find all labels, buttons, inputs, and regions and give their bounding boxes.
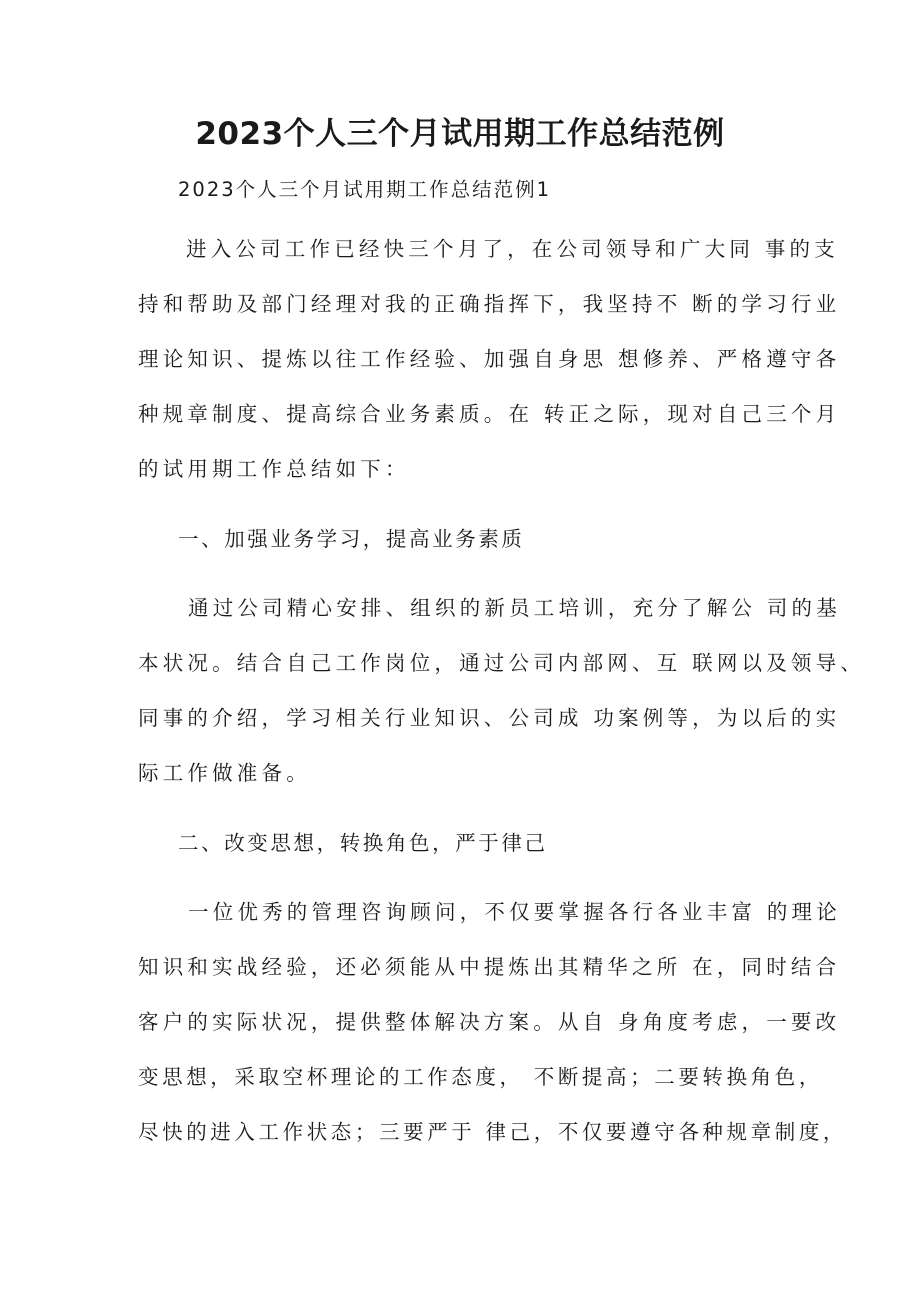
page-title: 2023个人三个月试用期工作总结范例 [195,116,725,152]
paragraph-line: 客户的实际状况，提供整体解决方案。从自 身角度考虑，一要改 [138,1010,841,1034]
section-heading-2: 二、改变思想，转换角色，严于律己 [178,831,548,855]
paragraph-line: 种规章制度、提高综合业务素质。在 转正之际，现对自己三个月 [138,402,841,426]
paragraph-line: 际工作做准备。 [138,761,311,785]
paragraph-line: 一位优秀的管理咨询顾问，不仅要掌握各行各业丰富 的理论 [188,900,841,924]
paragraph-line: 变思想，采取空杯理论的工作态度， 不断提高；二要转换角色， [138,1065,823,1089]
paragraph-line: 理论知识、提炼以往工作经验、加强自身思 想修养、严格遵守各 [138,347,841,371]
section-heading-1: 一、加强业务学习，提高业务素质 [178,527,525,551]
paragraph-line: 同事的介绍，学习相关行业知识、公司成 功案例等，为以后的实 [138,706,841,730]
paragraph-line: 持和帮助及部门经理对我的正确指挥下，我坚持不 断的学习行业 [138,292,841,316]
document-subtitle: 2023个人三个月试用期工作总结范例1 [178,178,552,201]
paragraph-line: 通过公司精心安排、组织的新员工培训，充分了解公 司的基 [188,596,841,620]
paragraph-line: 知识和实战经验，还必须能从中提炼出其精华之所 在，同时结合 [138,955,841,979]
paragraph-line: 本状况。结合自己工作岗位，通过公司内部网、互 联网以及领导、 [138,651,866,675]
paragraph-line: 尽快的进入工作状态；三要严于 律己，不仅要遵守各种规章制度， [138,1120,848,1144]
paragraph-line: 进入公司工作已经快三个月了，在公司领导和广大同 事的支 [186,237,839,261]
paragraph-line: 的试用期工作总结如下： [138,457,410,481]
